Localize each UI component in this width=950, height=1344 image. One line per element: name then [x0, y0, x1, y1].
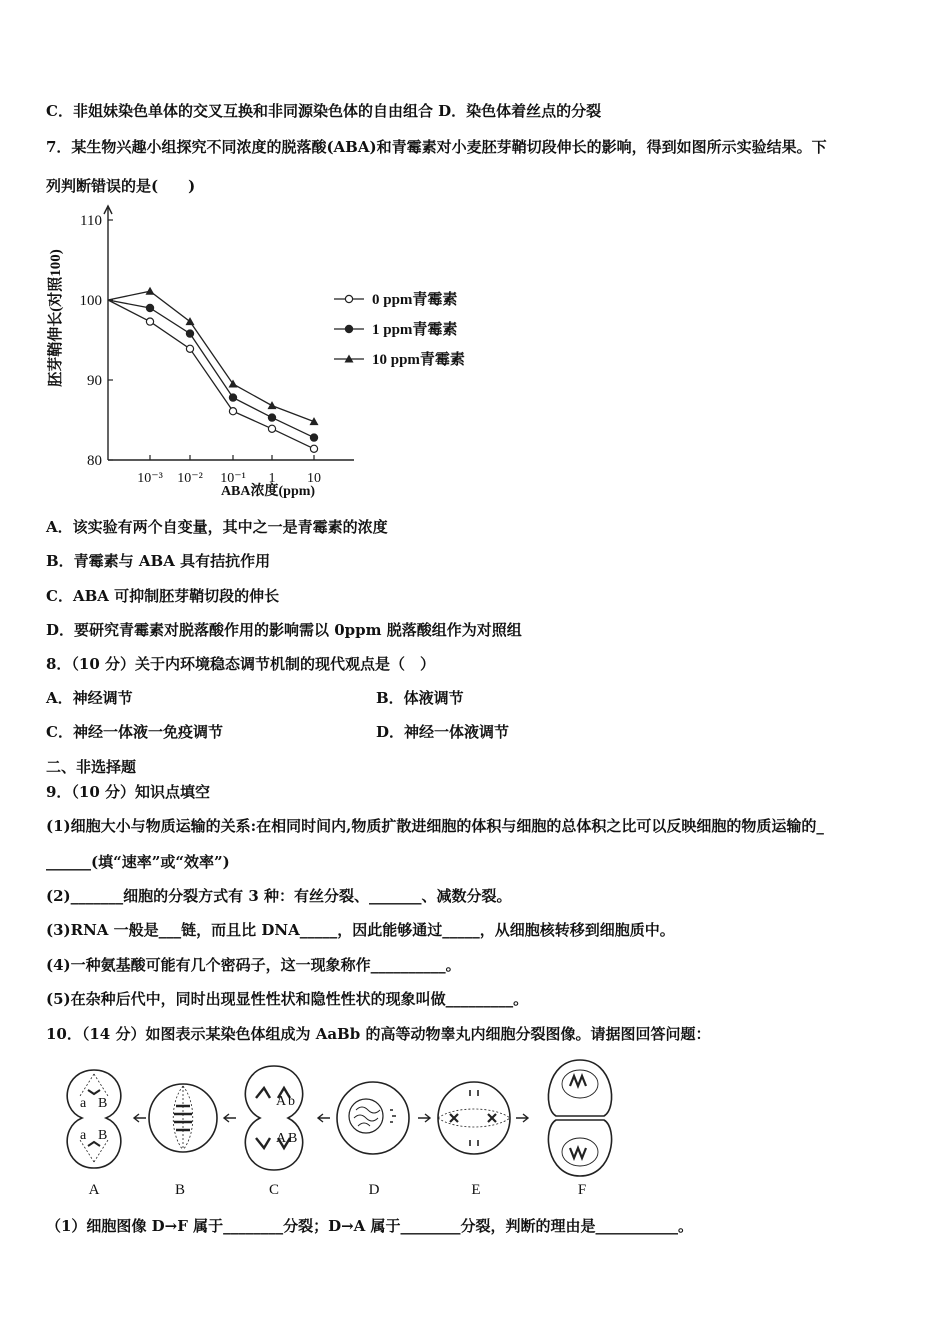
chart-point: [229, 394, 236, 401]
section-heading: 二、非选择题: [46, 758, 137, 776]
q8-option-b: B．体液调节: [376, 689, 464, 707]
arrow-c-to-b-icon: [224, 1114, 236, 1122]
chart-x-tick-label: 10⁻¹: [220, 471, 246, 486]
chart-legend-label: 10 ppm青霉素: [372, 352, 465, 368]
q7-option-b: B．青霉素与 ABA 具有拮抗作用: [46, 552, 271, 570]
cell-c-gene-2: b: [288, 1094, 295, 1109]
q7-option-c: C．ABA 可抑制胚芽鞘切段的伸长: [46, 587, 280, 605]
cell-label-a: A: [88, 1182, 100, 1198]
chart-legend-marker: [345, 325, 352, 332]
cell-b: [149, 1084, 217, 1152]
cell-label-f: F: [577, 1182, 587, 1198]
arrow-d-to-c-icon: [318, 1114, 330, 1122]
q8-stem: 8．（10 分）关于内环境稳态调节机制的现代观点是（ ）: [46, 655, 436, 673]
chart-point: [146, 304, 153, 311]
chart-legend-label: 1 ppm青霉素: [372, 322, 458, 338]
chart-y-tick-label: 80: [87, 453, 102, 469]
chart-legend-marker: [345, 295, 352, 302]
chart-point: [310, 445, 317, 452]
chart-point: [229, 380, 238, 388]
chart-series-line: [108, 300, 314, 438]
q9-part1-line1: (1)细胞大小与物质运输的关系:在相同时间内,物质扩散进细胞的体积与细胞的总体积之比可以反映细胞的物质运输的_: [46, 817, 824, 835]
chart-xlabel: ABA浓度(ppm): [220, 484, 316, 499]
chart-point: [186, 330, 193, 337]
cell-a-gene-1: a: [80, 1096, 87, 1111]
chart-point: [186, 345, 193, 352]
chart-series-line: [108, 291, 314, 421]
cell-c-gene-1: A: [276, 1094, 287, 1109]
q9-part1-line2: ______(填“速率”或“效率”): [46, 853, 230, 871]
q9-part5: (5)在杂种后代中，同时出现显性性状和隐性性状的现象叫做_________。: [46, 990, 529, 1008]
arrow-e-to-f-icon: [516, 1114, 528, 1122]
q6-option-cd: C．非姐妹染色单体的交叉互换和非同源染色体的自由组合 D．染色体着丝点的分裂: [46, 102, 602, 120]
cell-c-gene-3: A: [276, 1131, 287, 1146]
q10-sub1: （1）细胞图像 D→F 属于________分裂；D→A 属于________分裂，判断的理由是___________。: [46, 1217, 694, 1235]
q9-part4: (4)一种氨基酸可能有几个密码子，这一现象称作__________。: [46, 956, 461, 974]
cell-label-c: C: [268, 1182, 280, 1198]
cell-label-e: E: [471, 1182, 481, 1198]
cell-label-d: D: [368, 1182, 380, 1198]
cell-f: [548, 1060, 611, 1176]
q9-part3: (3)RNA 一般是___链，而且比 DNA_____，因此能够通过_____，从细胞核转移到细胞质中。: [46, 921, 675, 939]
cell-label-b: B: [174, 1182, 186, 1198]
chart-legend-label: 0 ppm青霉素: [372, 292, 458, 308]
chart-point: [229, 408, 236, 415]
cell-e: [438, 1082, 510, 1154]
q7-stem-line2: 列判断错误的是( ): [46, 177, 196, 195]
chart-series-line: [108, 300, 314, 449]
chart-point: [268, 425, 275, 432]
chart-point: [268, 414, 275, 421]
chart-ylabel: 胚芽鞘伸长(对照100): [48, 249, 64, 387]
arrow-b-to-a-icon: [134, 1114, 146, 1122]
cell-a: [67, 1070, 121, 1168]
chart-point: [186, 317, 195, 325]
q8-option-c: C．神经一体液一免疫调节: [46, 723, 223, 741]
chart-y-tick-label: 110: [80, 213, 102, 229]
cell-a-gene-2: B: [98, 1096, 108, 1111]
q8-option-a: A．神经调节: [46, 689, 133, 707]
chart-x-tick-label: 10: [307, 471, 321, 486]
arrow-d-to-e-icon: [418, 1114, 430, 1122]
q7-option-a: A．该实验有两个自变量，其中之一是青霉素的浓度: [46, 518, 388, 536]
chart-x-tick-label: 10⁻³: [137, 471, 163, 486]
chart-x-tick-label: 10⁻²: [177, 471, 203, 486]
q8-option-d: D．神经一体液调节: [376, 723, 510, 741]
cell-c-gene-4: B: [288, 1131, 298, 1146]
q7-option-d: D．要研究青霉素对脱落酸作用的影响需以 0ppm 脱落酸组作为对照组: [46, 621, 522, 639]
chart-point: [268, 401, 277, 409]
chart-y-tick-label: 100: [79, 293, 102, 309]
q7-stem-line1: 7．某生物兴趣小组探究不同浓度的脱落酸(ABA)和青霉素对小麦胚芽鞘切段伸长的影响，得到如图所示实验结果。下: [46, 138, 827, 156]
q9-stem: 9．（10 分）知识点填空: [46, 783, 211, 801]
chart-x-tick-label: 1: [268, 471, 276, 486]
chart-point: [146, 318, 153, 325]
cell-division-figure: [40, 1050, 640, 1198]
chart-point: [310, 434, 317, 441]
chart-point: [146, 287, 155, 295]
cell-a-gene-3: a: [80, 1128, 87, 1143]
cell-a-gene-4: B: [98, 1128, 108, 1143]
aba-chart: [40, 200, 500, 505]
q9-part2: (2)_______细胞的分裂方式有 3 种：有丝分裂、_______、减数分裂。: [46, 887, 512, 905]
cell-c: [245, 1066, 302, 1170]
cell-d: [337, 1082, 409, 1154]
chart-point: [310, 417, 319, 425]
q10-stem: 10．（14 分）如图表示某染色体组成为 AaBb 的高等动物睾丸内细胞分裂图像。请据图回答问题：: [46, 1025, 711, 1043]
chart-y-tick-label: 90: [87, 373, 102, 389]
